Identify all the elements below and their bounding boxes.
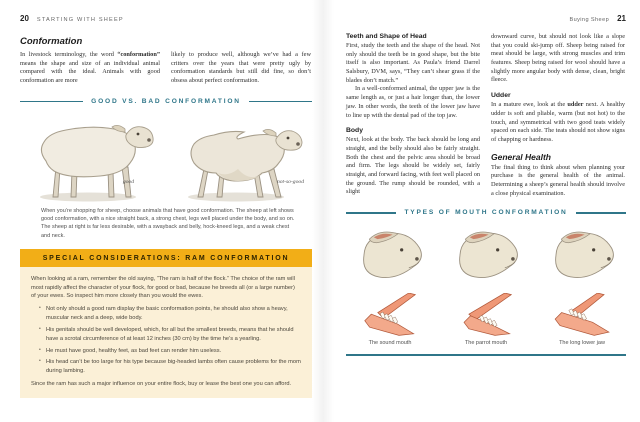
body-paragraph-continued: downward curve, but should not look like a slope that you could ski-jump off. Sheep being raised for meat should be large, with strong muscles and trim features. Sheep being raised for wool should have a slightly more angular body with dense, clean, bright fleece. xyxy=(491,33,625,84)
sidebar-bullet-1: • Not only should a good ram display the basic conformation points, he should also show a heavy, muscular neck and a deep, wide body. xyxy=(39,305,301,323)
mouth-col-sound xyxy=(346,223,434,346)
sidebar-outro: Since the ram has such a major influence on your entire flock, buy or lease the best one you can afford. xyxy=(31,381,292,388)
jaw-diagram-sound xyxy=(361,293,419,337)
sheep-figure-row xyxy=(20,111,312,203)
mouth-col-long-jaw xyxy=(538,223,626,346)
conformation-columns xyxy=(20,51,312,86)
teeth-paragraph-1: First, study the teeth and the shape of the head. Not only should the teeth be in good shape, but the bite itself is also important. As Paula’s friend Darrel Salsbury, DVM, says, “They can’t shear grass if the blades don’t match.” xyxy=(346,42,480,84)
conformation-col1-post: means the shape and size of an individual animal compared with the ideal. Animals with good conformation are more xyxy=(20,59,160,85)
sidebar-bullet-4: • His head can’t be too large for his type because big-headed lambs often cause problems for the mom during lambing. xyxy=(39,358,301,376)
sheep-head-illustration xyxy=(445,223,527,293)
udder-heading: Udder xyxy=(491,92,511,100)
udder-paragraph xyxy=(491,101,625,144)
special-considerations-header: SPECIAL CONSIDERATIONS: RAM CONFORMATION xyxy=(20,249,312,267)
sidebar-bullet-list xyxy=(39,305,301,376)
sheep-good-illustration xyxy=(22,111,162,203)
conformation-col1-pre: In livestock terminology, the word xyxy=(20,51,118,58)
right-col-1 xyxy=(346,33,480,198)
mouth-col-parrot xyxy=(442,223,530,346)
figure-caption: When you’re shopping for sheep, choose animals that have good conformation. The sheep at left shows good conformation, with a nice straight back, a strong chest, legs well placed under the body, and so on. The sheep at right is far less desirable, with a swayback and belly, hock-kneed legs, and a weak chest and neck. xyxy=(41,207,295,239)
figure-header-mouth-types xyxy=(346,209,626,216)
body-paragraph: Next, look at the body. The back should be long and straight, and the belly should also be fairly straight. Both the chest and the pelvic area should be broad and firm. The legs should be widely set, fairly straight, and forward facing, with feet well placed on the ground. The rump should be rounded, with a slight xyxy=(346,136,480,196)
bottom-divider-rule xyxy=(346,354,626,356)
special-considerations-body xyxy=(20,267,312,398)
right-page-columns xyxy=(346,33,626,198)
figure-header-good-vs-bad xyxy=(20,98,312,105)
page-gutter-shadow xyxy=(312,0,334,422)
page-number-left: 20 xyxy=(20,14,29,23)
running-head-left xyxy=(20,14,312,23)
jaw-diagram-parrot xyxy=(457,293,515,337)
page-right xyxy=(346,14,626,356)
general-health-paragraph: The final thing to think about when planning your purchase is the general health of the animal. Determining a sheep’s general health should involve a close physical examination. xyxy=(491,163,625,197)
udder-post: next. A healthy udder is soft and pliable, warm (but not hot) to the touch, and symmetrical with two good teats widely spaced on each side. The teats should not show signs of chapping or hardness. xyxy=(491,101,625,143)
page-left xyxy=(20,14,312,398)
mouth-figure-row xyxy=(346,223,626,346)
udder-pre: In a mature ewe, look at the xyxy=(491,101,568,109)
body-heading: Body xyxy=(346,127,363,135)
teeth-paragraph-2: In a well-conformed animal, the upper jaw is the same length as, or just a hair longer than, the lower jaw. In other words, the teeth of the lower jaw have to line up with the dental pad of the top jaw. xyxy=(346,85,480,119)
conformation-col2: likely to produce well, although we’ve had a few critters over the years that were pretty ugly by conformation standards but still did fine, so don’t obsess about perfect conformation. xyxy=(171,51,311,85)
sheep-head-illustration xyxy=(349,223,431,293)
special-considerations-box xyxy=(20,249,312,398)
sheep-bad-illustration xyxy=(170,111,310,203)
right-col-2 xyxy=(491,33,625,198)
running-title-left: STARTING WITH SHEEP xyxy=(36,17,124,23)
running-head-right xyxy=(346,14,626,23)
sheep-bad-label: not-so-good xyxy=(276,178,304,185)
sidebar-bullet-3: • He must have good, healthy feet, as bad feet can render him useless. xyxy=(39,347,301,356)
sidebar-intro: When looking at a ram, remember the old saying, “The ram is half of the flock.” The choice of the ram will most rapidly affect the character of your flock, for good or bad, because he breeds all (or a large number) of your ewes. So inspect him more closely than you would the ewes. xyxy=(31,275,295,300)
general-health-heading: General Health xyxy=(491,151,551,162)
teeth-heading: Teeth and Shape of Head xyxy=(346,33,427,40)
sheep-bad-figure xyxy=(170,111,310,203)
sheep-good-label: good xyxy=(122,178,134,185)
jaw-diagram-long-lower xyxy=(553,293,611,337)
mouth-caption-sound: The sound mouth xyxy=(368,340,412,347)
sidebar-bullet-2: • His genitals should be well developed, which, for all but the smallest breeds, means that he should have a scrotal circumference of at least 12 inches (30 cm) by the time he’s a yearling. xyxy=(39,326,301,344)
sheep-head-illustration xyxy=(541,223,623,293)
mouth-figure-header-text: TYPES OF MOUTH CONFORMATION xyxy=(404,209,568,217)
section-title-conformation: Conformation xyxy=(20,36,83,47)
running-title-right: Buying Sheep xyxy=(569,17,610,23)
conformation-col1 xyxy=(20,51,160,86)
conformation-col1-bold: “conformation” xyxy=(117,51,160,58)
page-number-right: 21 xyxy=(617,14,626,23)
mouth-caption-long-jaw: The long lower jaw xyxy=(559,340,605,347)
sheep-good-figure xyxy=(22,111,162,203)
figure-header-text: GOOD VS. BAD CONFORMATION xyxy=(91,97,241,105)
mouth-caption-parrot: The parrot mouth xyxy=(464,340,508,347)
udder-bold-word: udder xyxy=(567,101,584,109)
